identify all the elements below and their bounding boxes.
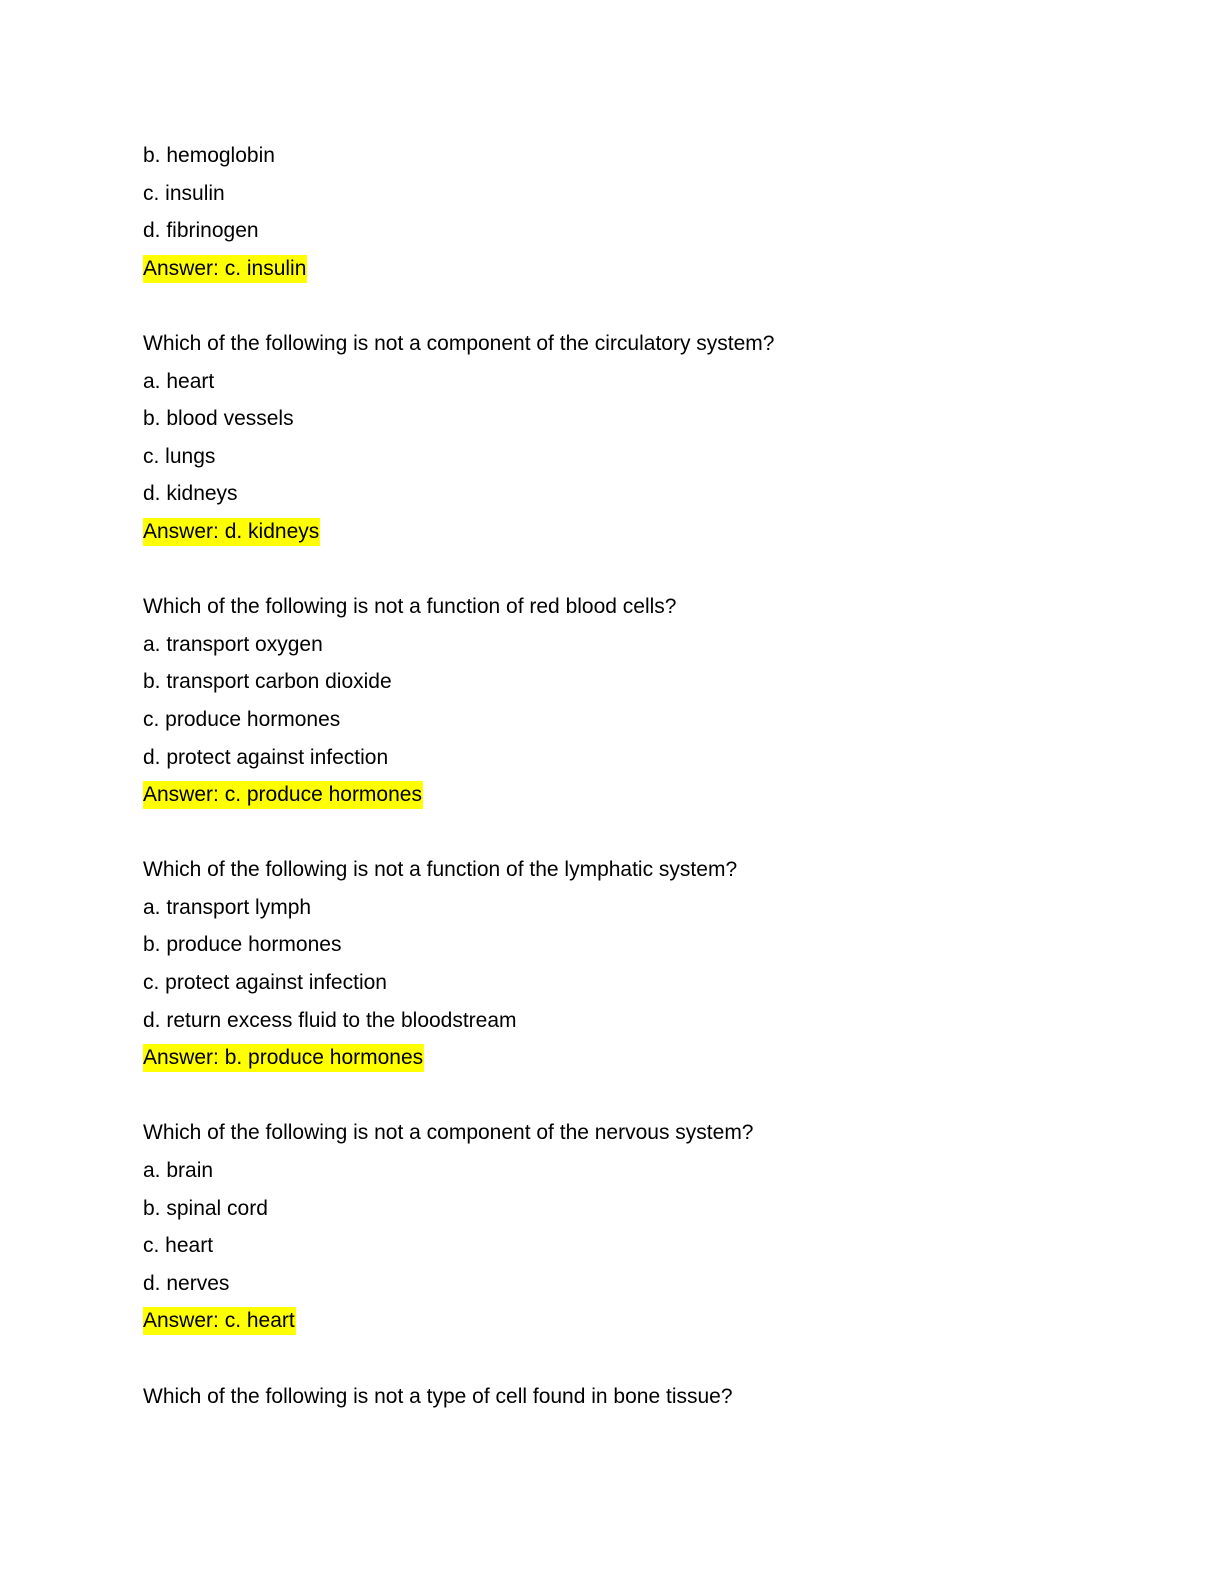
- option-d: d. nerves: [143, 1271, 230, 1295]
- question-block: [143, 851, 1103, 1077]
- question-block-continued: [143, 137, 1103, 287]
- answer-line: [143, 250, 1103, 288]
- option-a: a. transport oxygen: [143, 632, 323, 656]
- question-text: Which of the following is not a function of the lymphatic system?: [143, 858, 738, 882]
- answer-highlight: Answer: c. insulin: [143, 255, 307, 283]
- document-page: [143, 137, 1103, 1415]
- paragraph-spacer: [143, 1340, 1103, 1378]
- option-d: d. kidneys: [143, 482, 238, 506]
- answer-line: [143, 776, 1103, 814]
- option-b: b. blood vessels: [143, 407, 294, 431]
- option-b: b. hemoglobin: [143, 144, 275, 167]
- answer-line: [143, 1039, 1103, 1077]
- paragraph-spacer: [143, 814, 1103, 852]
- paragraph-spacer: [143, 551, 1103, 589]
- option-d: d. return excess fluid to the bloodstream: [143, 1008, 517, 1032]
- option-c: c. protect against infection: [143, 971, 387, 995]
- question-block: [143, 1114, 1103, 1340]
- question-text: Which of the following is not a component of the nervous system?: [143, 1121, 754, 1145]
- question-block: [143, 325, 1103, 551]
- option-c: c. produce hormones: [143, 707, 341, 731]
- question-text: Which of the following is not a function of red blood cells?: [143, 595, 677, 619]
- answer-highlight: Answer: c. heart: [143, 1307, 296, 1335]
- question-block: [143, 1378, 1103, 1416]
- option-b: b. produce hormones: [143, 933, 342, 957]
- option-d: d. protect against infection: [143, 745, 389, 769]
- question-block: [143, 588, 1103, 814]
- option-a: a. brain: [143, 1159, 214, 1183]
- option-c: c. insulin: [143, 181, 225, 205]
- paragraph-spacer: [143, 287, 1103, 325]
- paragraph-spacer: [143, 1077, 1103, 1115]
- answer-line: [143, 513, 1103, 551]
- answer-highlight: Answer: b. produce hormones: [143, 1044, 424, 1072]
- option-b: b. transport carbon dioxide: [143, 670, 392, 694]
- question-text: Which of the following is not a type of cell found in bone tissue?: [143, 1384, 733, 1408]
- question-text: Which of the following is not a component of the circulatory system?: [143, 331, 775, 355]
- option-a: a. transport lymph: [143, 895, 312, 919]
- answer-highlight: Answer: c. produce hormones: [143, 781, 423, 809]
- option-c: c. heart: [143, 1234, 214, 1258]
- answer-highlight: Answer: d. kidneys: [143, 518, 320, 546]
- option-a: a. heart: [143, 369, 215, 393]
- option-c: c. lungs: [143, 444, 216, 468]
- option-d: d. fibrinogen: [143, 219, 259, 243]
- option-b: b. spinal cord: [143, 1196, 268, 1220]
- answer-line: [143, 1302, 1103, 1340]
